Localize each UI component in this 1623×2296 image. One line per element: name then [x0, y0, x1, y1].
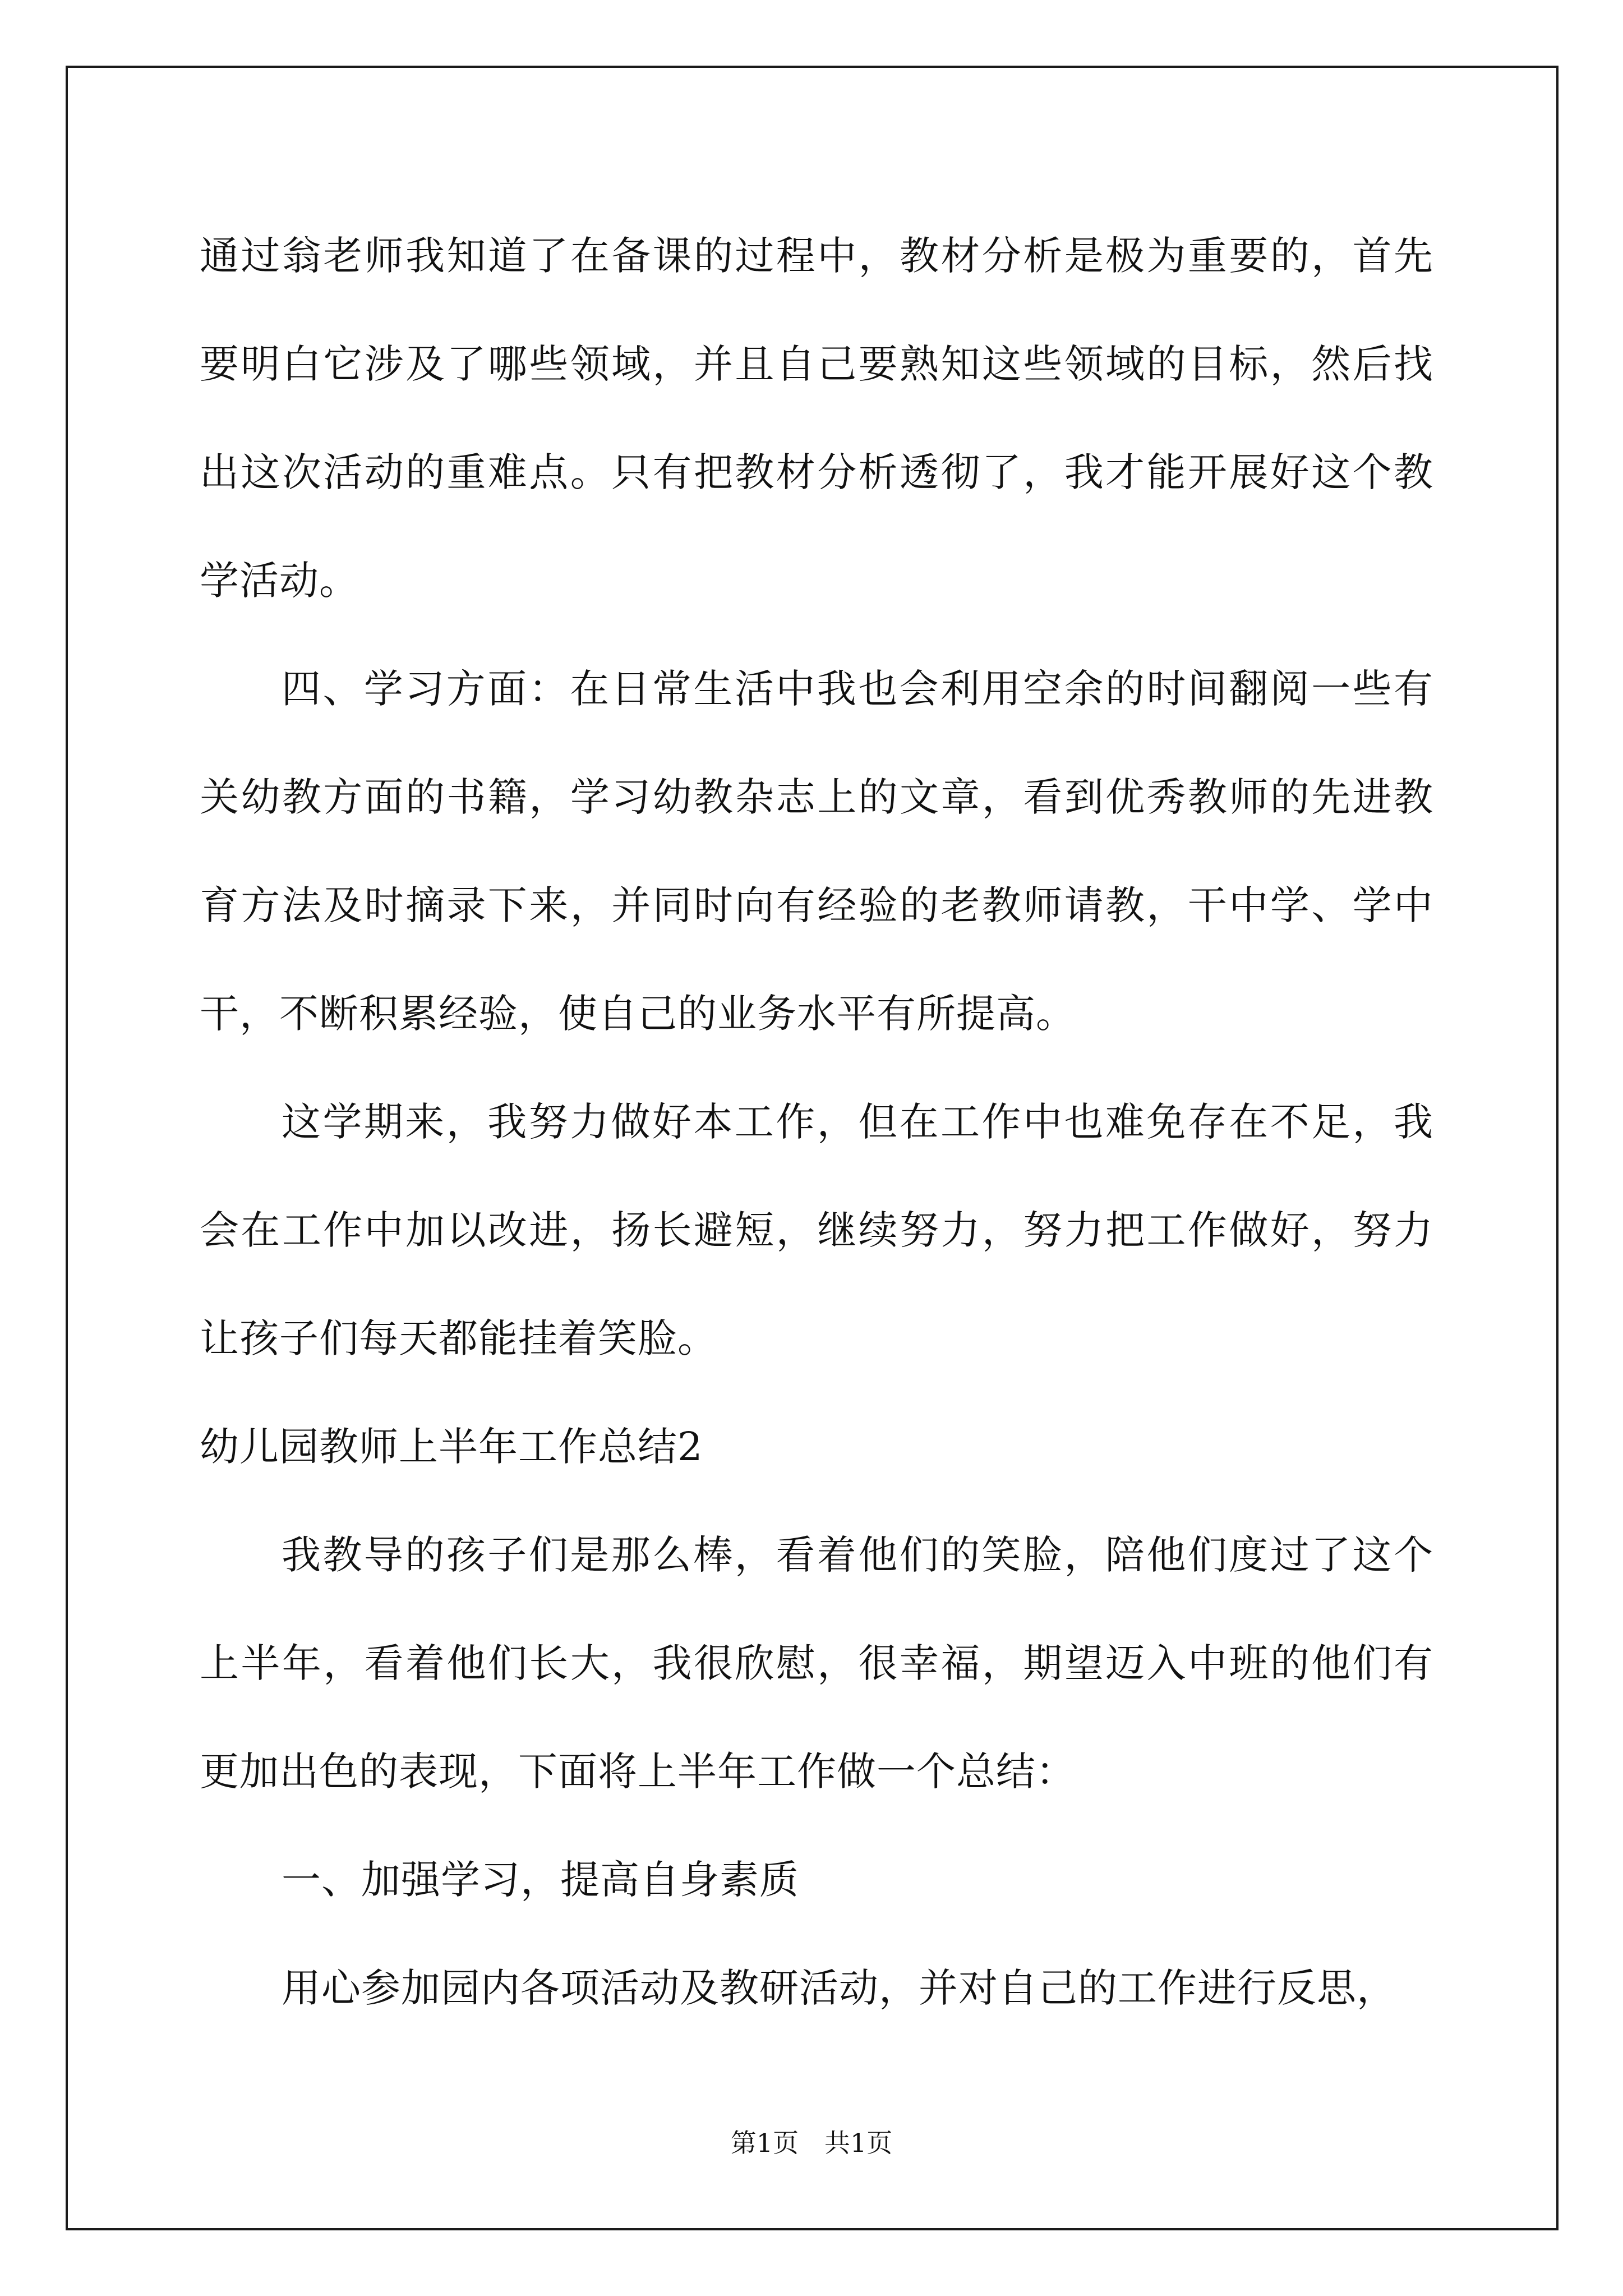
- paragraph-3: 这学期来，我努力做好本工作，但在工作中也难免存在不足，我会在工作中加以改进，扬长避短，继续努力，努力把工作做好，努力让孩子们每天都能挂着笑脸。: [200, 1099, 1433, 1361]
- paragraph-2: 四、学习方面：在日常生活中我也会利用空余的时间翻阅一些有关幼教方面的书籍，学习幼教杂志上的文章，看到优秀教师的先进教育方法及时摘录下来，并同时向有经验的老教师请教，干中学、学中干，不断积累经验，使自己的业务水平有所提高。: [200, 666, 1433, 1037]
- paragraph-1: 通过翁老师我知道了在备课的过程中，教材分析是极为重要的，首先要明白它涉及了哪些领域，并且自己要熟知这些领域的目标，然后找出这次活动的重难点。只有把教材分析透彻了，我才能开展好这个教学活动。: [200, 233, 1433, 604]
- paragraph-4: 我教导的孩子们是那么棒，看着他们的笑脸，陪他们度过了这个上半年，看着他们长大，我很欣慰，很幸福，期望迈入中班的他们有更加出色的表现，下面将上半年工作做一个总结：: [200, 1532, 1433, 1795]
- section-heading: 幼儿园教师上半年工作总结2: [200, 1424, 703, 1470]
- paragraph-6: 用心参加园内各项活动及教研活动，并对自己的工作进行反思，: [282, 1965, 1396, 2011]
- document-body: [200, 202, 1433, 2042]
- page-footer: 第1页 共1页: [730, 2128, 893, 2158]
- paragraph-5: 一、加强学习，提高自身素质: [282, 1857, 799, 1903]
